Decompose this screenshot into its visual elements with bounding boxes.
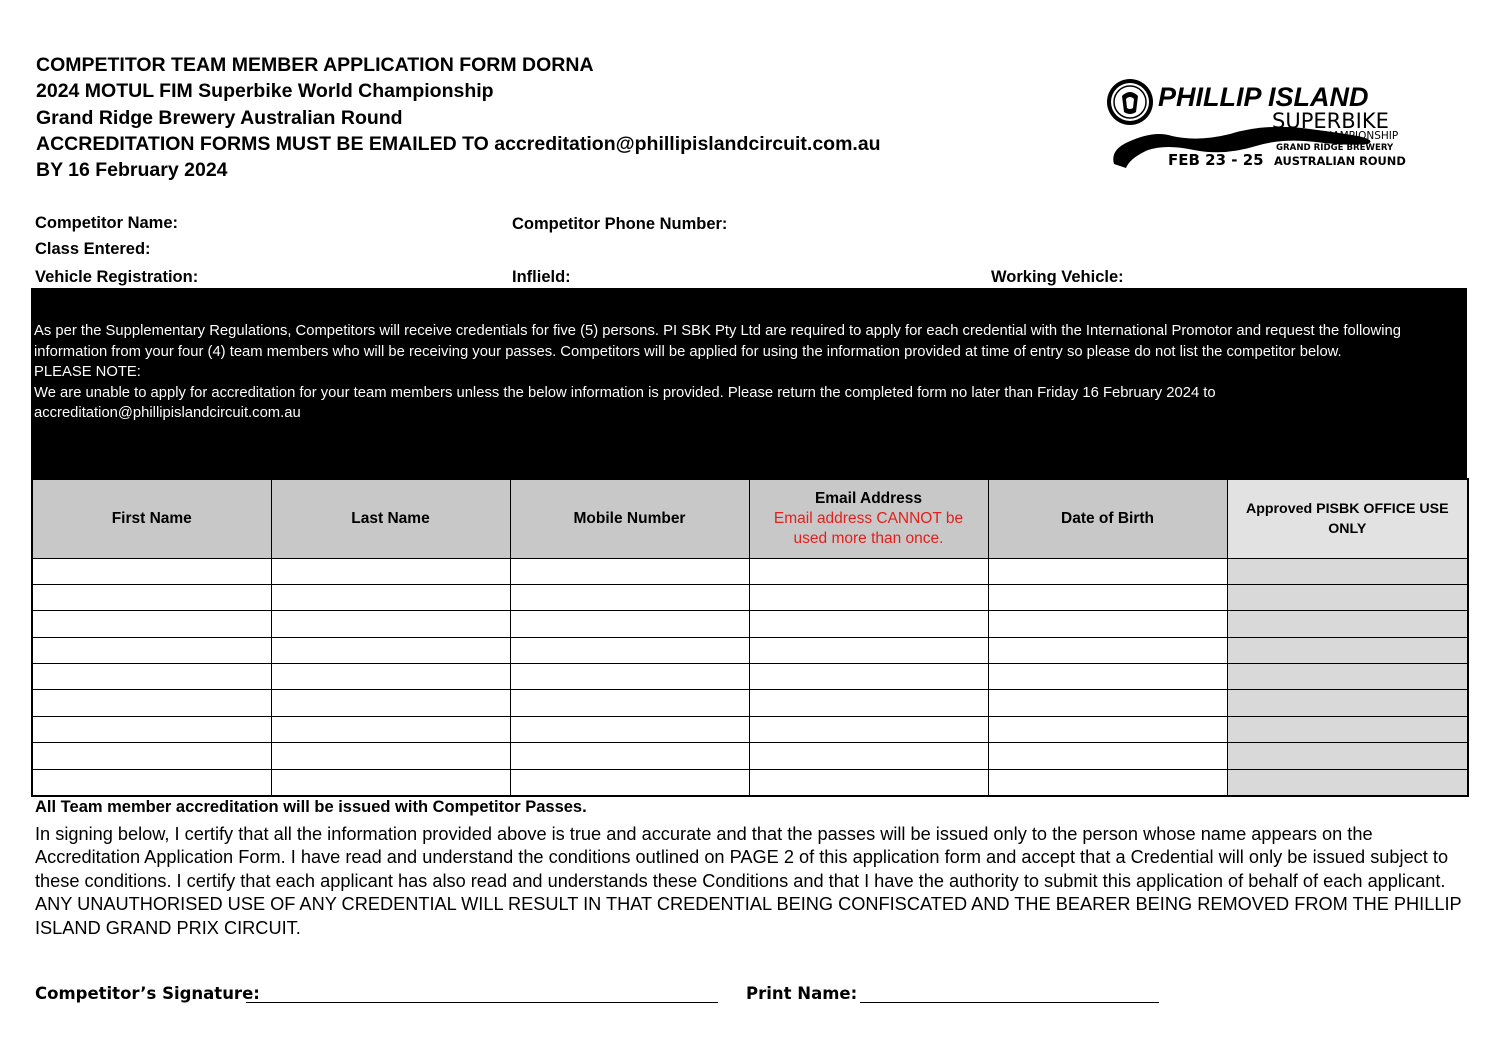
first-name-cell[interactable] — [32, 690, 271, 716]
working-vehicle-label: Working Vehicle: — [991, 268, 1124, 286]
last-name-cell[interactable] — [271, 637, 510, 663]
email-address-cell[interactable] — [749, 584, 988, 610]
mobile-number-cell[interactable] — [510, 716, 749, 742]
last-name-cell[interactable] — [271, 769, 510, 795]
email-instruction: ACCREDITATION FORMS MUST BE EMAILED TO accreditation@phillipislandcircuit.com.au — [36, 132, 881, 155]
last-name-cell[interactable] — [271, 664, 510, 690]
date-of-birth-cell[interactable] — [988, 584, 1227, 610]
email-address-cell[interactable] — [749, 637, 988, 663]
office-use-cell — [1227, 584, 1468, 610]
logo-subtitle: SUPERBIKE — [1272, 109, 1389, 133]
round-name: Grand Ridge Brewery Australian Round — [36, 106, 403, 129]
date-of-birth-cell[interactable] — [988, 743, 1227, 769]
table-row — [32, 637, 1468, 663]
table-body — [32, 558, 1468, 796]
signature-line[interactable] — [246, 1002, 718, 1003]
office-use-cell — [1227, 716, 1468, 742]
logo-australian-round: AUSTRALIAN ROUND — [1274, 154, 1406, 168]
first-name-cell[interactable] — [32, 769, 271, 795]
notice-please-note: PLEASE NOTE: — [34, 364, 141, 381]
competitor-phone-label: Competitor Phone Number: — [512, 215, 728, 233]
mobile-number-cell[interactable] — [510, 637, 749, 663]
mobile-number-cell[interactable] — [510, 558, 749, 584]
office-use-cell — [1227, 611, 1468, 637]
col-email-title: Email Address — [814, 489, 923, 507]
col-mobile-number: Mobile Number — [510, 479, 749, 558]
first-name-cell[interactable] — [32, 664, 271, 690]
logo-grand-ridge-brewery: GRAND RIDGE BREWERY — [1276, 143, 1394, 153]
table-row — [32, 558, 1468, 584]
table-row — [32, 716, 1468, 742]
office-use-cell — [1227, 769, 1468, 795]
table-row — [32, 664, 1468, 690]
last-name-cell[interactable] — [271, 690, 510, 716]
first-name-cell[interactable] — [32, 743, 271, 769]
table-row — [32, 611, 1468, 637]
table-row — [32, 769, 1468, 795]
date-of-birth-cell[interactable] — [988, 716, 1227, 742]
table-row — [32, 743, 1468, 769]
notice-paragraph-credentials: As per the Supplementary Regulations, Competitors will receive credentials for five (5) persons. PI SBK Pty Ltd are required to apply for each credential with the International Promotor and request the following information from your four (4) team members who will be receiving your passes. Competitors will be applied for using the information provided at time of entry so please do not list the competitor below. — [34, 323, 1401, 360]
first-name-cell[interactable] — [32, 611, 271, 637]
office-use-cell — [1227, 664, 1468, 690]
office-use-cell — [1227, 558, 1468, 584]
office-use-cell — [1227, 637, 1468, 663]
last-name-cell[interactable] — [271, 716, 510, 742]
date-of-birth-cell[interactable] — [988, 611, 1227, 637]
infield-label: Inflield: — [512, 268, 571, 286]
logo-dates: FEB 23 - 25 — [1168, 151, 1264, 169]
col-email-warning: Email address CANNOT be used more than once. — [773, 509, 964, 547]
form-title: COMPETITOR TEAM MEMBER APPLICATION FORM DORNA — [36, 54, 594, 76]
mobile-number-cell[interactable] — [510, 743, 749, 769]
date-of-birth-cell[interactable] — [988, 637, 1227, 663]
col-office-use: Approved PISBK OFFICE USE ONLY — [1227, 479, 1468, 558]
deadline: BY 16 February 2024 — [36, 159, 228, 182]
email-address-cell[interactable] — [749, 558, 988, 584]
col-email-address — [749, 479, 988, 558]
date-of-birth-cell[interactable] — [988, 769, 1227, 795]
col-date-of-birth: Date of Birth — [988, 479, 1227, 558]
print-name-label: Print Name: — [746, 984, 858, 1003]
mobile-number-cell[interactable] — [510, 690, 749, 716]
first-name-cell[interactable] — [32, 716, 271, 742]
vehicle-registration-label: Vehicle Registration: — [35, 268, 199, 286]
table-header-row — [32, 479, 1468, 558]
first-name-cell[interactable] — [32, 558, 271, 584]
last-name-cell[interactable] — [271, 584, 510, 610]
table-row — [32, 584, 1468, 610]
print-name-line[interactable] — [860, 1002, 1159, 1003]
team-member-table — [31, 478, 1469, 797]
last-name-cell[interactable] — [271, 558, 510, 584]
date-of-birth-cell[interactable] — [988, 690, 1227, 716]
form-header — [36, 52, 1076, 183]
logo-title: PHILLIP ISLAND — [1158, 82, 1369, 112]
office-use-cell — [1227, 743, 1468, 769]
last-name-cell[interactable] — [271, 611, 510, 637]
regulations-notice — [31, 288, 1467, 479]
mobile-number-cell[interactable] — [510, 611, 749, 637]
date-of-birth-cell[interactable] — [988, 664, 1227, 690]
first-name-cell[interactable] — [32, 584, 271, 610]
mobile-number-cell[interactable] — [510, 769, 749, 795]
mobile-number-cell[interactable] — [510, 664, 749, 690]
issued-note: All Team member accreditation will be issued with Competitor Passes. — [35, 798, 587, 816]
table-row — [32, 690, 1468, 716]
certification-statement: In signing below, I certify that all the information provided above is true and accurate and that the passes will be issued only to the person whose name appears on the Accreditation Application Form. I have read and understand the conditions outlined on PAGE 2 of this application form and accept that a Credential will only be issued subject to these conditions. I certify that each applicant has also read and understands these Conditions and that I have the authority to submit this application of behalf of each applicant. ANY UNAUTHORISED USE OF ANY CREDENTIAL WILL RESULT IN THAT CREDENTIAL BEING CONFISCATED AND THE BEARER BEING REMOVED FROM THE PHILLIP ISLAND GRAND PRIX CIRCUIT. — [35, 824, 1462, 938]
mobile-number-cell[interactable] — [510, 584, 749, 610]
email-address-cell[interactable] — [749, 743, 988, 769]
col-first-name: First Name — [32, 479, 271, 558]
email-address-cell[interactable] — [749, 664, 988, 690]
competitor-name-label: Competitor Name: — [35, 214, 179, 232]
signature-label: Competitor’s Signature: — [35, 984, 260, 1003]
email-address-cell[interactable] — [749, 716, 988, 742]
date-of-birth-cell[interactable] — [988, 558, 1227, 584]
championship-name: 2024 MOTUL FIM Superbike World Championship — [36, 80, 494, 103]
notice-paragraph-deadline: We are unable to apply for accreditation for your team members unless the below information is provided. Please return the completed form no later than Friday 16 February 2024 to accreditation@phillipislandcircuit.com.au — [34, 384, 1216, 422]
email-address-cell[interactable] — [749, 769, 988, 795]
first-name-cell[interactable] — [32, 637, 271, 663]
email-address-cell[interactable] — [749, 611, 988, 637]
class-entered-label: Class Entered: — [35, 240, 151, 258]
grand-ridge-brewery-seal-icon — [1107, 79, 1153, 125]
event-logo — [1106, 72, 1426, 172]
last-name-cell[interactable] — [271, 743, 510, 769]
office-use-cell — [1227, 690, 1468, 716]
col-last-name: Last Name — [271, 479, 510, 558]
logo-world-championship: WORLD CHAMPIONSHIP — [1274, 130, 1399, 142]
email-address-cell[interactable] — [749, 690, 988, 716]
